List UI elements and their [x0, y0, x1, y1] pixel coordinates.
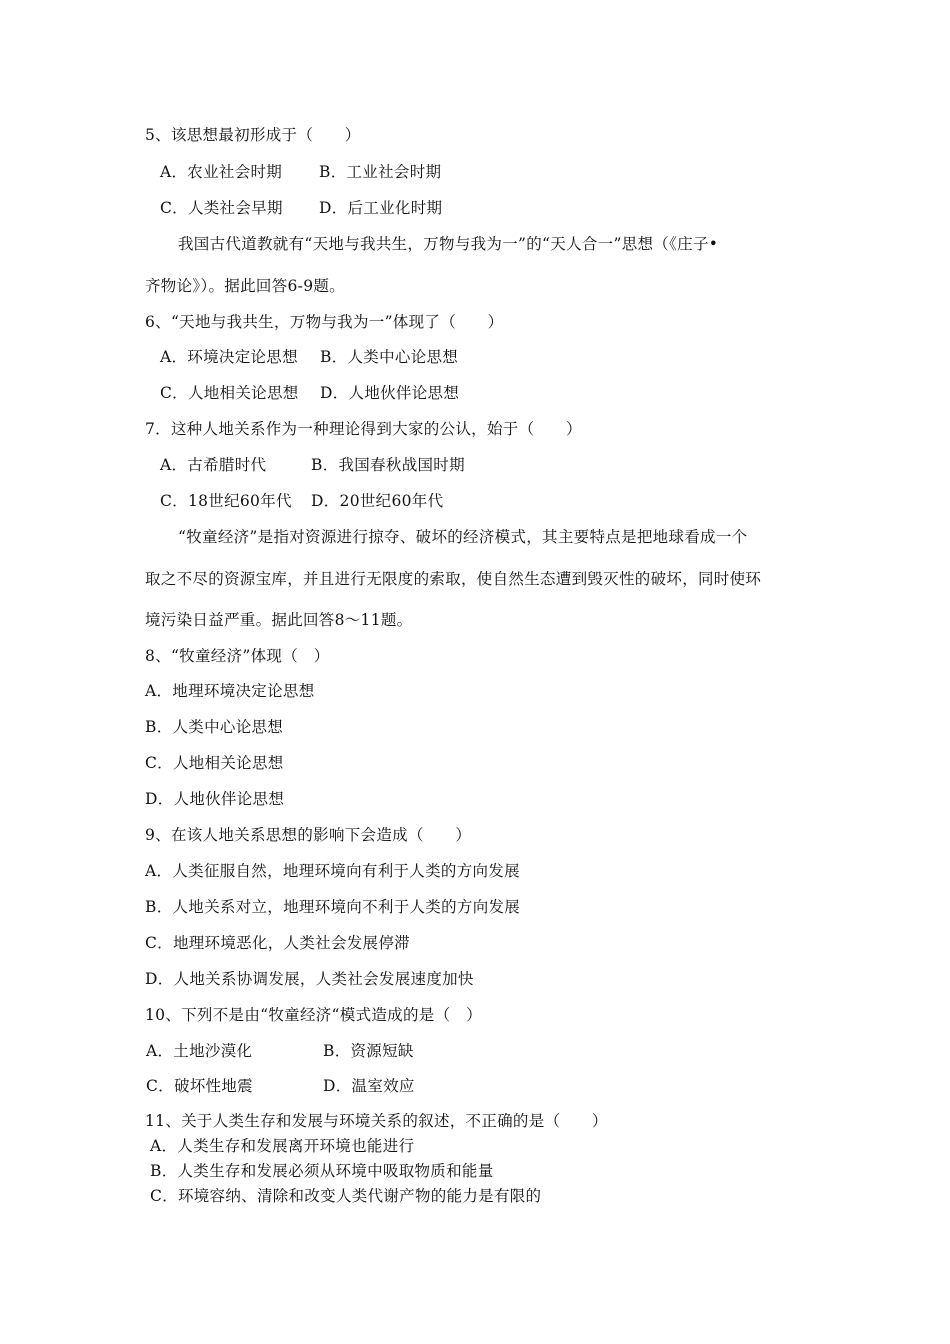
question-11-option-b: B．人类生存和发展必须从环境中吸取物质和能量	[150, 1162, 494, 1180]
question-10-stem: 10、下列不是由“牧童经济“模式造成的是（ ）	[145, 1006, 482, 1024]
question-5-option-c: C．人类社会早期	[160, 199, 283, 217]
question-7-option-b: B．我国春秋战国时期	[311, 456, 465, 474]
question-10-option-b: B．资源短缺	[323, 1042, 414, 1060]
question-7-option-d: D．20世纪60年代	[311, 492, 444, 510]
question-9-option-b: B．人地关系对立，地理环境向不利于人类的方向发展	[145, 898, 521, 916]
question-9-option-d: D．人地关系协调发展，人类社会发展速度加快	[145, 970, 474, 988]
question-11-stem: 11、关于人类生存和发展与环境关系的叙述，不正确的是（ ）	[145, 1112, 608, 1130]
question-6-option-d: D．人地伙伴论思想	[320, 384, 460, 402]
intro-1-line-2: 齐物论》）。据此回答6-9题。	[145, 277, 345, 295]
question-7-stem: 7．这种人地关系作为一种理论得到大家的公认，始于（ ）	[145, 420, 582, 438]
intro-2-line-2: 取之不尽的资源宝库，并且进行无限度的索取，使自然生态遭到毁灭性的破坏，同时使环	[145, 570, 762, 588]
question-10-option-d: D．温室效应	[323, 1077, 415, 1095]
question-9-stem: 9、在该人地关系思想的影响下会造成（ ）	[145, 826, 472, 844]
question-6-option-b: B．人类中心论思想	[320, 348, 459, 366]
intro-1-line-1: 我国古代道教就有“天地与我共生，万物与我为一”的“天人合一”思想（《庄子•	[178, 235, 719, 253]
question-7-option-c: C．18世纪60年代	[160, 492, 292, 510]
question-6-option-a: A．环境决定论思想	[160, 348, 298, 366]
question-5-option-a: A．农业社会时期	[160, 163, 283, 181]
question-10-option-a: A．土地沙漠化	[146, 1042, 253, 1060]
question-5-option-b: B．工业社会时期	[319, 163, 442, 181]
question-8-option-a: A．地理环境决定论思想	[145, 682, 315, 700]
question-8-stem: 8、“牧童经济”体现（ ）	[145, 647, 330, 665]
question-8-option-b: B．人类中心论思想	[145, 718, 284, 736]
question-9-option-c: C．地理环境恶化，人类社会发展停滞	[145, 934, 410, 952]
intro-2-line-3: 境污染日益严重。据此回答8～11题。	[145, 611, 413, 629]
question-6-option-c: C．人地相关论思想	[160, 384, 299, 402]
intro-2-line-1: “牧童经济”是指对资源进行掠夺、破坏的经济模式，其主要特点是把地球看成一个	[178, 528, 748, 546]
question-8-option-c: C．人地相关论思想	[145, 754, 284, 772]
question-7-option-a: A．古希腊时代	[160, 456, 267, 474]
question-11-option-c: C．环境容纳、清除和改变人类代谢产物的能力是有限的	[150, 1187, 542, 1205]
question-5-option-d: D．后工业化时期	[319, 199, 443, 217]
question-8-option-d: D．人地伙伴论思想	[145, 790, 285, 808]
question-5-stem: 5、该思想最初形成于（ ）	[145, 126, 361, 144]
question-10-option-c: C．破坏性地震	[146, 1077, 253, 1095]
question-9-option-a: A．人类征服自然，地理环境向有利于人类的方向发展	[145, 862, 520, 880]
question-6-stem: 6、“天地与我共生，万物与我为一”体现了（ ）	[145, 313, 504, 331]
question-11-option-a: A．人类生存和发展离开环境也能进行	[150, 1137, 415, 1155]
